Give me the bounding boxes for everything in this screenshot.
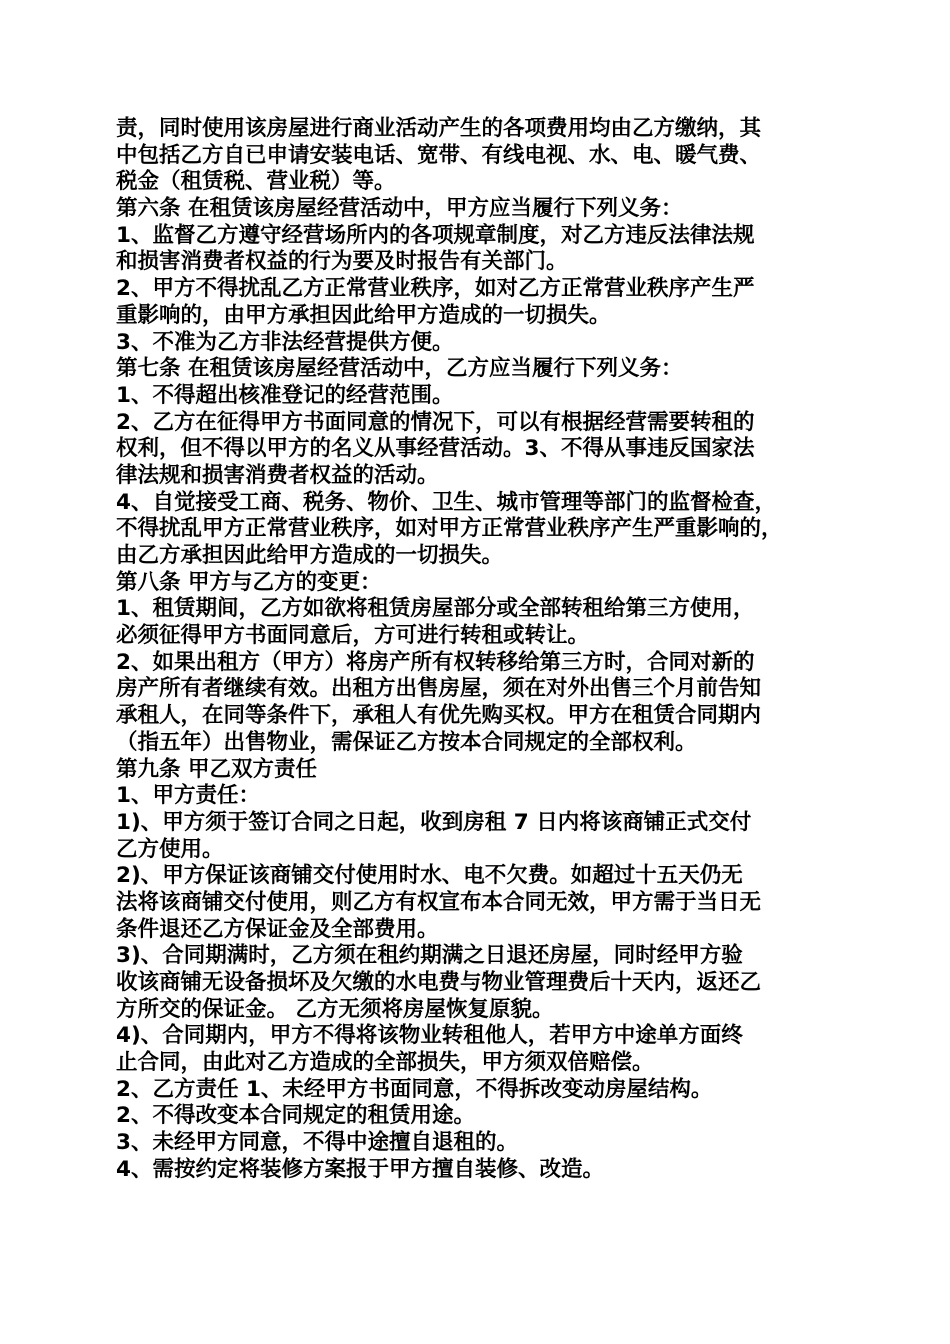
text-line: 3)、合同期满时，乙方须在租约期满之日退还房屋，同时经甲方验	[116, 943, 743, 969]
text-line: 4)、合同期内，甲方不得将该物业转租他人，若甲方中途单方面终	[116, 1023, 743, 1049]
text-line: 2、如果出租方（甲方）将房产所有权转移给第三方时，合同对新的	[116, 649, 755, 675]
text-line: （指五年）出售物业，需保证乙方按本合同规定的全部权利。	[116, 729, 697, 755]
text-line: 税金（租赁税、营业税）等。	[116, 169, 396, 195]
text-line: 律法规和损害消费者权益的活动。	[116, 462, 439, 488]
text-line: 中包括乙方自已申请安装电话、宽带、有线电视、水、电、暖气费、	[116, 142, 762, 168]
text-line: 1)、甲方须于签订合同之日起，收到房租 7 日内将该商铺正式交付	[116, 809, 752, 835]
text-line: 2、甲方不得扰乱乙方正常营业秩序，如对乙方正常营业秩序产生严	[116, 276, 755, 302]
text-line: 条件退还乙方保证金及全部费用。	[116, 916, 439, 942]
text-line: 3、未经甲方同意，不得中途擅自退租的。	[116, 1130, 518, 1156]
text-line: 责，同时使用该房屋进行商业活动产生的各项费用均由乙方缴纳，其	[116, 116, 762, 141]
text-line: 2、不得改变本合同规定的租赁用途。	[116, 1103, 475, 1129]
text-line: 必须征得甲方书面同意后，方可进行转租或转让。	[116, 623, 590, 649]
text-line: 不得扰乱甲方正常营业秩序，如对甲方正常营业秩序产生严重影响的，	[116, 516, 783, 542]
text-line: 止合同，由此对乙方造成的全部损失，甲方须双倍赔偿。	[116, 1050, 654, 1076]
text-line: 乙方使用。	[116, 836, 224, 862]
text-line: 承租人，在同等条件下，承租人有优先购买权。甲方在租赁合同期内	[116, 703, 762, 729]
text-line: 房产所有者继续有效。出租方出售房屋，须在对外出售三个月前告知	[116, 676, 762, 702]
text-line: 4、需按约定将装修方案报于甲方擅自装修、改造。	[116, 1156, 604, 1182]
text-line: 3、不准为乙方非法经营提供方便。	[116, 329, 454, 355]
text-line: 1、不得超出核准登记的经营范围。	[116, 382, 454, 408]
text-line: 和损害消费者权益的行为要及时报告有关部门。	[116, 249, 568, 275]
text-line: 法将该商铺交付使用，则乙方有权宣布本合同无效，甲方需于当日无	[116, 889, 762, 915]
text-line: 2、乙方在征得甲方书面同意的情况下，可以有根据经营需要转租的	[116, 409, 755, 435]
article-8-heading: 第八条 甲方与乙方的变更：	[116, 569, 382, 595]
text-line: 方所交的保证金。 乙方无须将房屋恢复原貌。	[116, 996, 554, 1022]
text-line: 2、乙方责任 1、未经甲方书面同意，不得拆改变动房屋结构。	[116, 1076, 713, 1102]
article-7-heading: 第七条 在租赁该房屋经营活动中，乙方应当履行下列义务：	[116, 356, 683, 382]
text-line: 1、监督乙方遵守经营场所内的各项规章制度，对乙方违反法律法规	[116, 222, 755, 248]
text-line: 1、甲方责任：	[116, 783, 260, 809]
article-6-heading: 第六条 在租赁该房屋经营活动中，甲方应当履行下列义务：	[116, 196, 683, 222]
text-line: 重影响的，由甲方承担因此给甲方造成的一切损失。	[116, 302, 611, 328]
text-line: 收该商铺无设备损坏及欠缴的水电费与物业管理费后十天内，返还乙	[116, 970, 762, 995]
text-line: 由乙方承担因此给甲方造成的一切损失。	[116, 543, 504, 568]
article-9-heading: 第九条 甲乙双方责任	[116, 756, 317, 782]
text-line: 权利，但不得以甲方的名义从事经营活动。3、不得从事违反国家法	[116, 436, 755, 462]
text-line: 1、租赁期间，乙方如欲将租赁房屋部分或全部转租给第三方使用，	[116, 596, 755, 622]
contract-page-body	[116, 116, 842, 1184]
text-line: 4、自觉接受工商、税务、物价、卫生、城市管理等部门的监督检查，	[116, 489, 776, 515]
text-line: 2)、甲方保证该商铺交付使用时水、电不欠费。如超过十五天仍无	[116, 863, 743, 889]
